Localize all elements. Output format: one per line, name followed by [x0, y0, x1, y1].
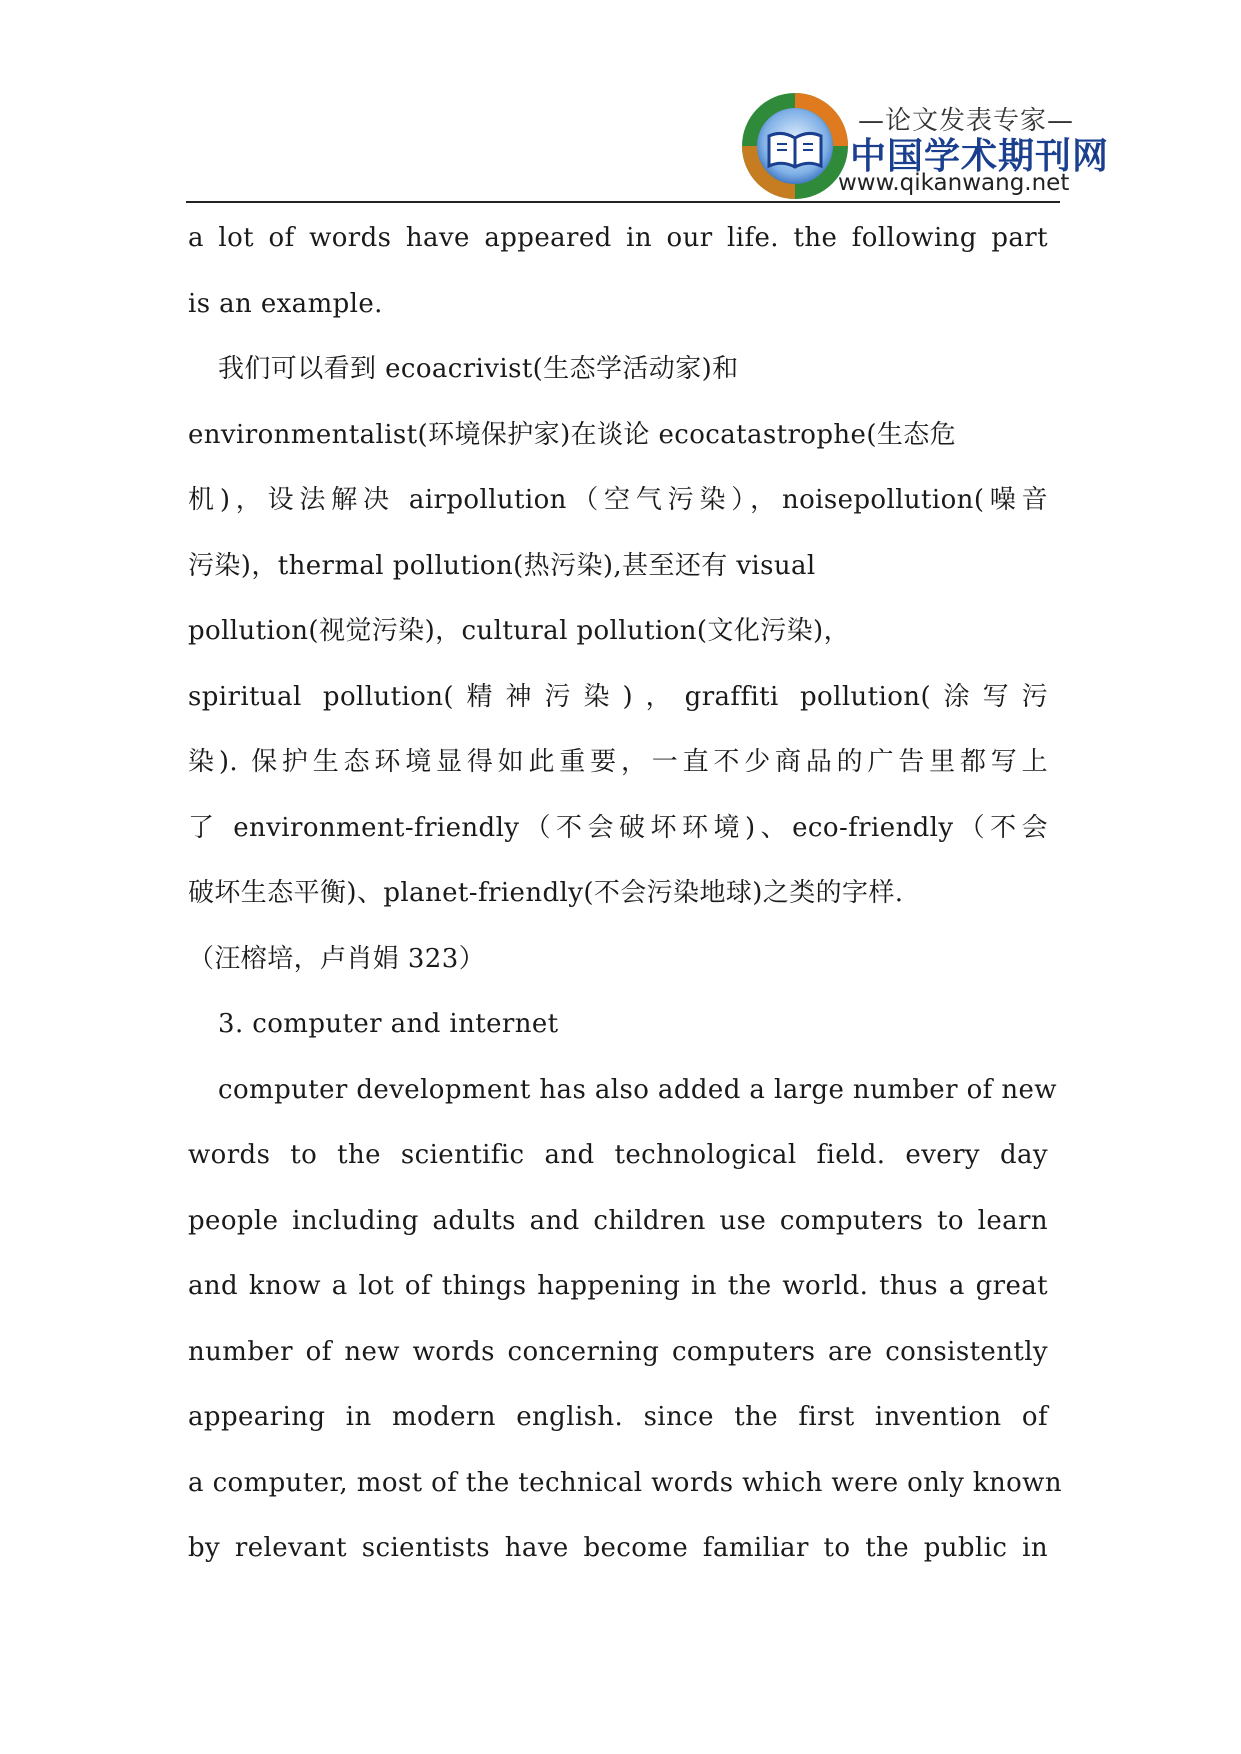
- text-line: is an example.: [188, 288, 383, 319]
- text-line: 破坏生态平衡)、planet-friendly(不会污染地球)之类的字样.: [188, 878, 904, 908]
- text-line: number of new words concerning computers are consistently: [188, 1336, 1048, 1367]
- text-line: 了 environment-friendly（不会破坏环境)、eco-friendly（不会: [188, 812, 1048, 843]
- logo-site-name: 中国学术期刊网: [850, 136, 1110, 177]
- text-line: a computer, most of the technical words which were only known: [188, 1467, 1062, 1498]
- text-line: pollution(视觉污染)，cultural pollution(文化污染)，: [188, 616, 850, 646]
- text-line: computer development has also added a large number of new: [218, 1074, 1057, 1105]
- text-line: 我们可以看到 ecoacrivist(生态学活动家)和: [218, 354, 739, 384]
- text-line: 机)，设法解决 airpollution（空气污染），noisepollution(噪音: [188, 485, 1048, 515]
- text-line: words to the scientific and technological field. every day: [188, 1140, 1048, 1170]
- text-line: by relevant scientists have become familiar to the public in: [188, 1533, 1048, 1563]
- text-line: environmentalist(环境保护家)在谈论 ecocatastrophe(生态危: [188, 419, 957, 450]
- citation-line: （汪榕培，卢肖娟 323）: [188, 943, 486, 974]
- text-line: spiritual pollution(精神污染)，graffiti pollution(涂写污: [188, 681, 1048, 712]
- qikanwang-logo-icon: [741, 92, 849, 200]
- header-divider: [186, 201, 1060, 203]
- page-header: [0, 0, 1241, 205]
- text-line: 污染)，thermal pollution(热污染),甚至还有 visual: [188, 550, 816, 581]
- text-line: a lot of words have appeared in our life. the following part: [188, 223, 1048, 253]
- text-line: and know a lot of things happening in the world. thus a great: [188, 1271, 1048, 1301]
- body-text: [188, 215, 1062, 1591]
- text-line: people including adults and children use computers to learn: [188, 1205, 1048, 1236]
- text-line: appearing in modern english. since the first invention of: [188, 1402, 1048, 1432]
- logo-slogan: —论文发表专家—: [858, 106, 1075, 136]
- section-heading: 3. computer and internet: [218, 1009, 559, 1039]
- logo-url: www.qikanwang.net: [838, 170, 1070, 196]
- text-line: 染). 保护生态环境显得如此重要，一直不少商品的广告里都写上: [188, 747, 1048, 777]
